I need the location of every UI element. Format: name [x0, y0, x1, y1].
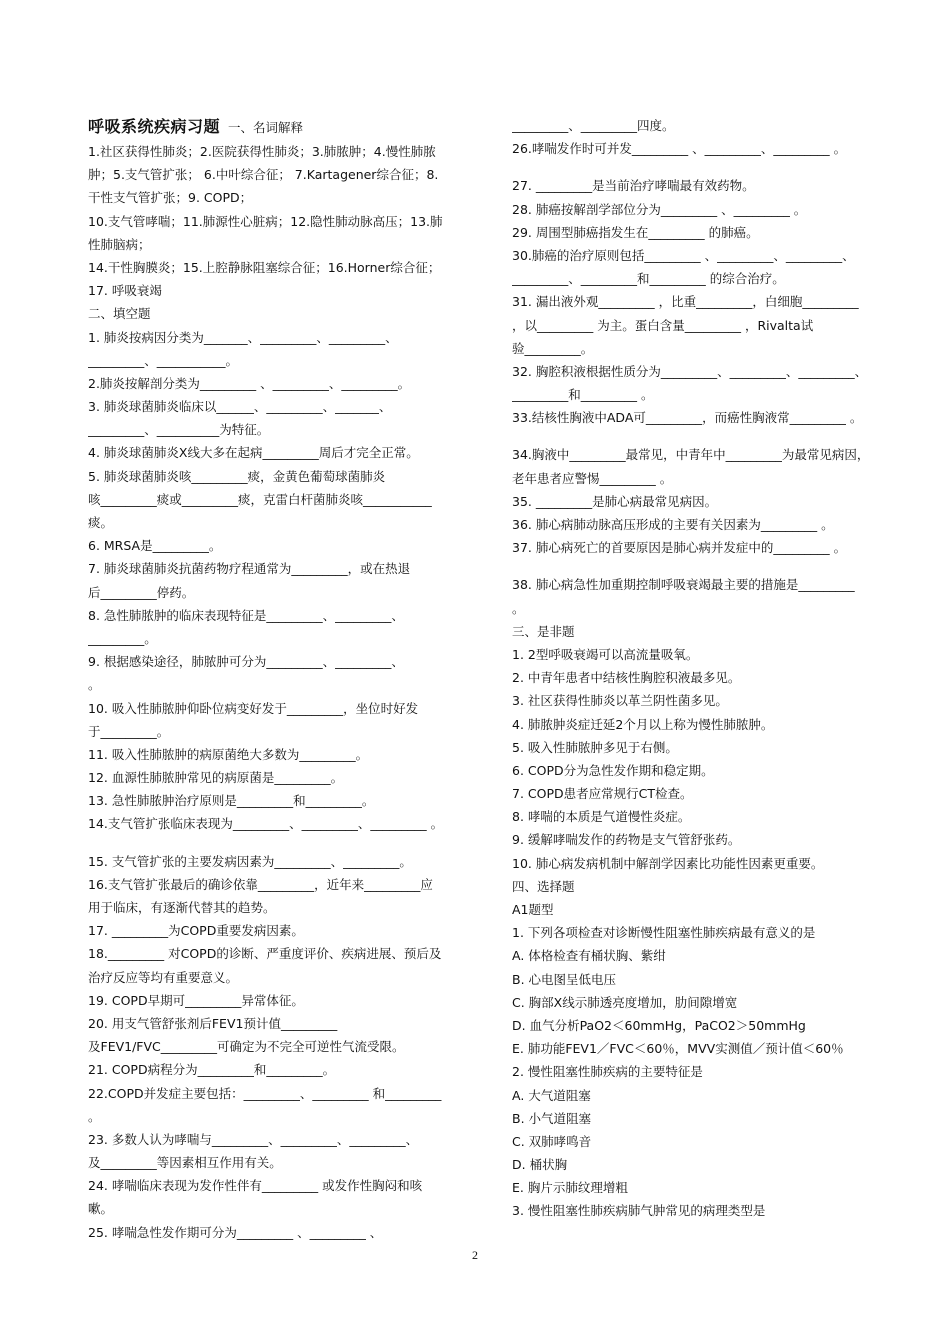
- right-column-line: 9. 缓解哮喘发作的药物是支气管舒张药。: [512, 832, 741, 848]
- left-column-line: 12. 血源性肺脓肿常见的病原菌是_________。: [88, 770, 344, 786]
- right-column-line: 6. COPD分为急性发作期和稳定期。: [512, 762, 714, 778]
- left-column-line: 治疗反应等均有重要意义。: [88, 969, 239, 985]
- left-column-line: 21. COPD病程分为_________和_________。: [88, 1062, 336, 1078]
- left-column-line: 7. 肺炎球菌肺炎抗菌药物疗程通常为_________，或在热退: [88, 561, 411, 577]
- left-column-line: 24. 哮喘临床表现为发作性伴有_________ 或发作性胸闷和咳: [88, 1178, 423, 1194]
- left-column-line: 10. 吸入性肺脓肿仰卧位病变好发于_________，坐位时好发: [88, 700, 419, 716]
- left-column-line: 二、填空题: [88, 306, 151, 322]
- left-column-line: 5. 肺炎球菌肺炎咳_________痰，金黄色葡萄球菌肺炎: [88, 468, 386, 484]
- left-column-line: 用于临床，有逐渐代替其的趋势。: [88, 900, 276, 915]
- left-column-line: 2.肺炎按解剖分类为_________ 、_________、_________。: [88, 375, 411, 391]
- left-column: [88, 114, 488, 1244]
- right-column-line: 35. _________是肺心病最常见病因。: [512, 493, 718, 509]
- right-column-line: B. 心电图呈低电压: [512, 971, 617, 987]
- left-column-line: 。: [88, 1108, 101, 1124]
- left-column-line: 3. 肺炎球菌肺炎临床以______、_________、_______、: [88, 399, 392, 415]
- right-column-line: A. 大气道阻塞: [512, 1087, 591, 1103]
- left-column-line: 痰。: [88, 515, 114, 530]
- left-column-line: 。: [88, 677, 101, 693]
- right-column-line: [512, 160, 917, 174]
- right-column-line: D. 桶状胸: [512, 1157, 568, 1173]
- left-column-line: 18._________ 对COPD的诊断、严重度评价、疾病进展、预后及: [88, 946, 442, 962]
- left-column-line: 1. 肺炎按病因分类为_______、_________、_________、: [88, 329, 398, 345]
- left-column-line: 及_________等因素相互作用有关。: [88, 1155, 282, 1171]
- right-column-line: 26.哮喘发作时可并发_________ 、_________、_________ 。: [512, 141, 847, 157]
- right-text-block: [512, 114, 917, 1223]
- right-column-line: 38. 肺心病急性加重期控制呼吸衰竭最主要的措施是_________: [512, 577, 855, 593]
- left-column-line: 9. 根据感染途径，肺脓肿可分为_________、_________、: [88, 654, 404, 670]
- left-column-line: 10.支气管哮喘；11.肺源性心脏病；12.隐性肺动脉高压；13.肺: [88, 213, 443, 229]
- right-column-line: C. 胸部X线示肺透亮度增加，肋间隙增宽: [512, 994, 738, 1010]
- left-column-line: 8. 急性肺脓肿的临床表现特征是_________、_________、: [88, 607, 404, 623]
- left-column-line: 6. MRSA是_________。: [88, 538, 222, 554]
- page-number: 2: [472, 1248, 478, 1262]
- left-column-line: 4. 肺炎球菌肺炎X线大多在起病_________周后才完全正常。: [88, 445, 419, 461]
- right-column-line: 33.结核性胸液中ADA可_________，而癌性胸液常_________ 。: [512, 410, 863, 426]
- right-column-line: 36. 肺心病肺动脉高压形成的主要有关因素为_________ 。: [512, 517, 834, 532]
- right-column-line: 29. 周围型肺癌指发生在_________ 的肺癌。: [512, 224, 759, 240]
- section-heading: 一、名词解释: [228, 120, 304, 135]
- left-column-line: 17. 呼吸衰竭: [88, 283, 162, 299]
- left-column-line: _________、___________。: [88, 352, 239, 368]
- right-column-line: 4. 肺脓肿炎症迁延2个月以上称为慢性肺脓肿。: [512, 716, 774, 732]
- left-column-line: 19. COPD早期可_________异常体征。: [88, 992, 304, 1008]
- right-column: [512, 114, 917, 1223]
- right-column-line: _________、_________四度。: [512, 118, 675, 133]
- right-column-line: 5. 吸入性肺脓肿多见于右侧。: [512, 739, 678, 755]
- left-column-line: 14.支气管扩张临床表现为_________、_________、_________ 。: [88, 816, 444, 832]
- left-column-line: 25. 哮喘急性发作期可分为_________ 、_________ 、: [88, 1224, 383, 1240]
- left-column-line: 14.干性胸膜炎；15.上腔静脉阻塞综合征；16.Horner综合征；: [88, 259, 441, 275]
- left-column-line: 17. _________为COPD重要发病因素。: [88, 923, 304, 939]
- left-column-line: 15. 支气管扩张的主要发病因素为_________、_________。: [88, 853, 412, 869]
- right-column-line: 2. 中青年患者中结核性胸腔积液最多见。: [512, 670, 741, 686]
- right-column-line: 10. 肺心病发病机制中解剖学因素比功能性因素更重要。: [512, 855, 824, 871]
- right-column-line: 32. 胸腔积液根据性质分为_________、_________、_________、: [512, 363, 868, 379]
- right-column-line: _________和_________ 。: [512, 387, 654, 403]
- right-column-line: [512, 559, 917, 573]
- right-column-line: 三、是非题: [512, 623, 575, 639]
- right-column-line: [512, 429, 917, 443]
- right-column-line: 7. COPD患者应常规行CT检查。: [512, 786, 693, 802]
- right-column-line: 34.胸液中_________最常见，中青年中_________为最常见病因，: [512, 447, 870, 463]
- right-column-line: 30.肺癌的治疗原则包括_________ 、_________、_________、: [512, 247, 855, 263]
- left-column-line: 1.社区获得性肺炎；2.医院获得性肺炎；3.肺脓肿；4.慢性肺脓: [88, 144, 436, 159]
- title-line: [88, 114, 488, 140]
- right-column-line: 验_________。: [512, 340, 594, 356]
- left-column-line: 于_________。: [88, 723, 170, 739]
- right-column-line: ，以_________ 为主。蛋白含量_________ ，Rivalta试: [512, 317, 814, 333]
- right-column-line: A1题型: [512, 902, 554, 917]
- right-column-line: 四、选择题: [512, 878, 575, 894]
- left-column-line: 13. 急性肺脓肿治疗原则是_________和_________。: [88, 793, 375, 809]
- left-text-block: [88, 140, 488, 1244]
- left-column-line: 及FEV1/FVC_________可确定为不完全可逆性气流受限。: [88, 1039, 405, 1055]
- right-column-line: 1. 下列各项检查对诊断慢性阻塞性肺疾病最有意义的是: [512, 925, 816, 941]
- left-column-line: 咳_________痰或_________痰，克雷白杆菌肺炎咳___________: [88, 491, 432, 507]
- right-column-line: 2. 慢性阻塞性肺疾病的主要特征是: [512, 1064, 703, 1080]
- right-column-line: 31. 漏出液外观_________ ，比重_________，白细胞_________: [512, 294, 859, 310]
- right-column-line: 老年患者应警惕_________ 。: [512, 470, 673, 486]
- left-column-line: 嗽。: [88, 1201, 114, 1217]
- right-column-line: 27. _________是当前治疗哮喘最有效药物。: [512, 178, 755, 194]
- left-column-line: _________。: [88, 630, 157, 646]
- right-column-line: B. 小气道阻塞: [512, 1110, 592, 1126]
- left-column-line: 11. 吸入性肺脓肿的病原菌绝大多数为_________。: [88, 746, 369, 762]
- right-column-line: 。: [512, 600, 525, 616]
- right-column-line: E. 胸片示肺纹理增粗: [512, 1180, 628, 1196]
- right-column-line: _________、_________和_________ 的综合治疗。: [512, 271, 785, 287]
- right-column-line: 8. 哮喘的本质是气道慢性炎症。: [512, 809, 691, 825]
- left-column-line: 干性支气管扩张；9. COPD；: [88, 190, 253, 206]
- right-column-line: E. 肺功能FEV1／FVC＜60％，MVV实测值／预计值＜60％: [512, 1041, 844, 1057]
- left-column-line: 16.支气管扩张最后的确诊依靠_________，近年来_________应: [88, 876, 433, 892]
- left-column-line: 肿；5.支气管扩张； 6.中叶综合征； 7.Kartagener综合征；8.: [88, 167, 439, 183]
- left-column-line: 22.COPD并发症主要包括：_________、_________ 和_________: [88, 1085, 442, 1101]
- left-column-line: 性肺脑病；: [88, 236, 151, 252]
- left-column-line: 23. 多数人认为哮喘与_________、_________、_________、: [88, 1131, 419, 1147]
- left-column-line: _________、__________为特征。: [88, 422, 270, 438]
- right-column-line: 3. 慢性阻塞性肺疾病肺气肿常见的病理类型是: [512, 1203, 766, 1219]
- right-column-line: C. 双肺哮鸣音: [512, 1133, 592, 1149]
- right-column-line: D. 血气分析PaO2＜60mmHg，PaCO2＞50mmHg: [512, 1017, 806, 1033]
- left-column-line: 后_________停药。: [88, 584, 195, 600]
- page-title: 呼吸系统疾病习题: [88, 117, 221, 136]
- left-column-line: [88, 836, 488, 850]
- right-column-line: 1. 2型呼吸衰竭可以高流量吸氧。: [512, 646, 699, 662]
- right-column-line: 28. 肺癌按解剖学部位分为_________ 、_________ 。: [512, 201, 807, 217]
- right-column-line: A. 体格检查有桶状胸、紫绀: [512, 948, 666, 964]
- right-column-line: 37. 肺心病死亡的首要原因是肺心病并发症中的_________ 。: [512, 540, 847, 556]
- left-column-line: 20. 用支气管舒张剂后FEV1预计值_________: [88, 1015, 338, 1031]
- right-column-line: 3. 社区获得性肺炎以革兰阴性菌多见。: [512, 693, 728, 709]
